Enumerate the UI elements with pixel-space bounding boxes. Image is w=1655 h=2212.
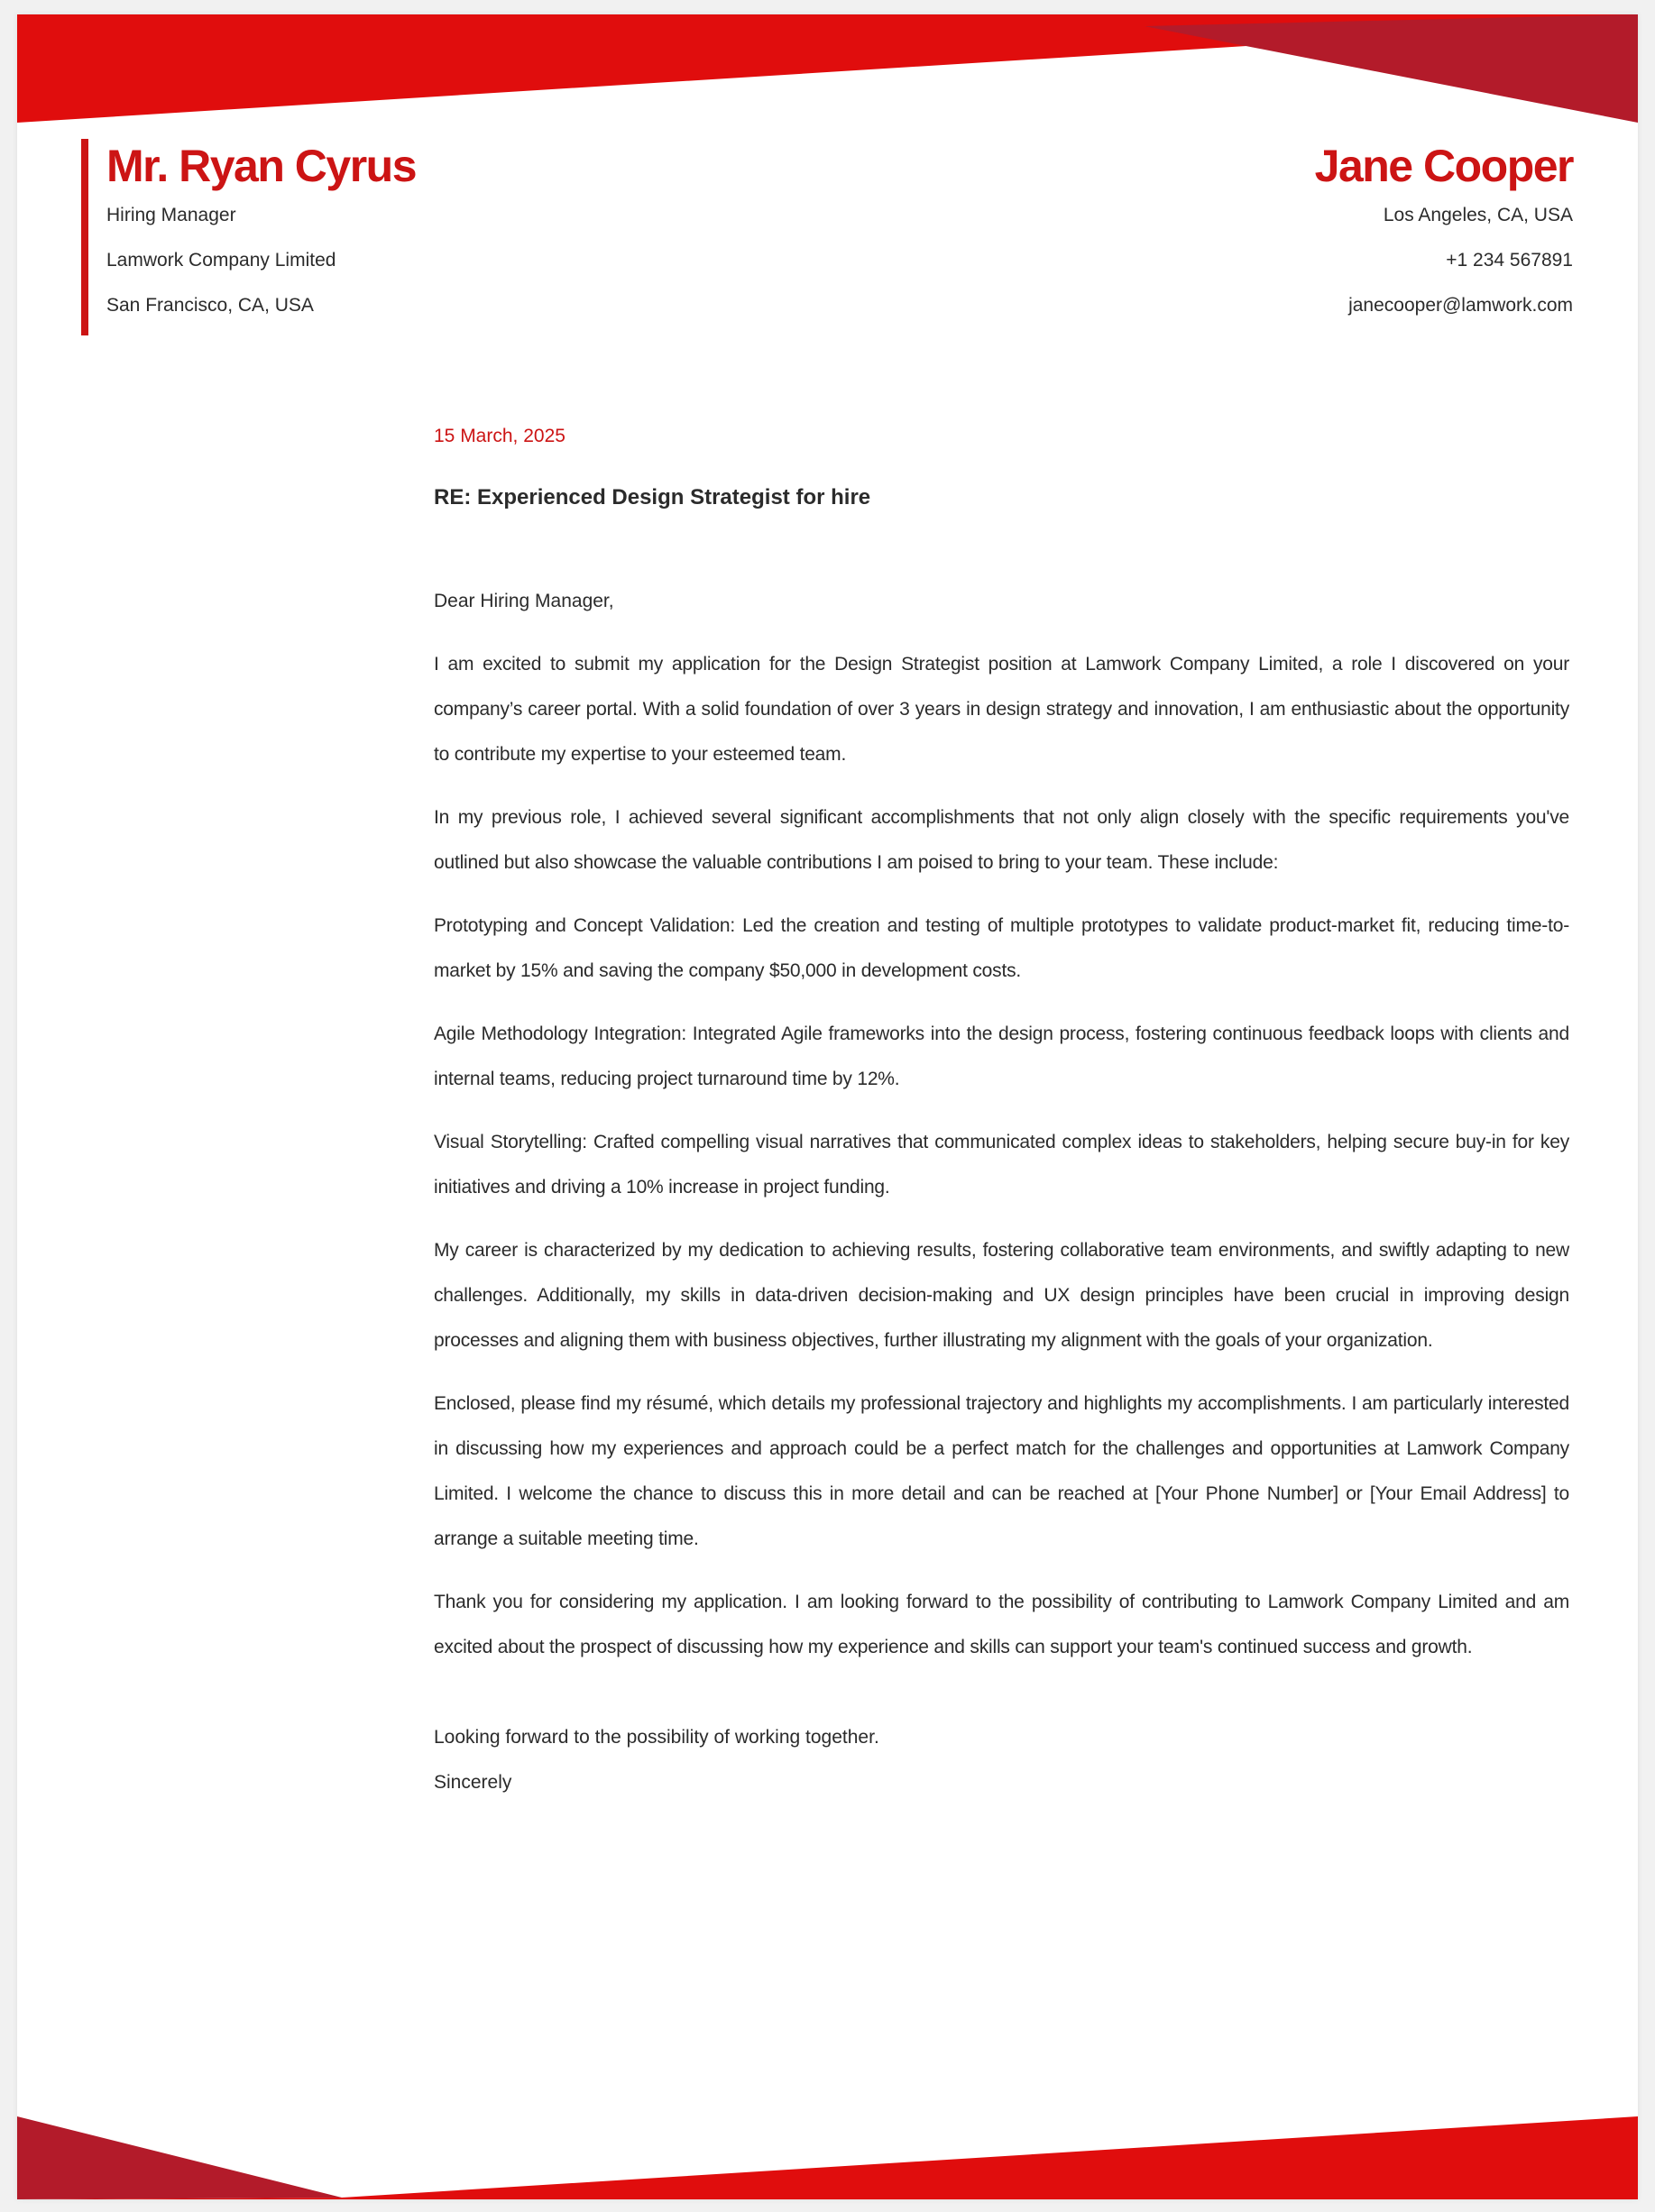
sender-block (1315, 139, 1573, 328)
recipient-company: Lamwork Company Limited (106, 250, 336, 271)
letter-paragraph: In my previous role, I achieved several significant accomplishments that not only align closely with the specific requirements you've outlined but also showcase the valuable contributions I am poised to bring to your team. These include: (434, 807, 1569, 873)
letter-paragraph: My career is characterized by my dedication to achieving results, fostering collaborative team environments, and swiftly adapting to new challenges. Additionally, my skills in data-driven decision-making and UX design principles have been crucial in improving design processes and aligning them with business objectives, further illustrating my alignment with the goals of your organization. (434, 1240, 1569, 1351)
sender-email: janecooper@lamwork.com (1348, 295, 1573, 316)
recipient-block (81, 139, 416, 335)
letter-subject: RE: Experienced Design Strategist for hire (434, 485, 871, 509)
letter-paragraph: Prototyping and Concept Validation: Led the creation and testing of multiple prototypes to validate product-market fit, reducing time-to-market by 15% and saving the company $50,000 in development costs. (434, 915, 1569, 981)
letter-paragraph: Agile Methodology Integration: Integrated Agile frameworks into the design process, fostering continuous feedback loops with clients and internal teams, reducing project turnaround time by 12%. (434, 1023, 1569, 1089)
footer-decoration (17, 2116, 1638, 2199)
recipient-location: San Francisco, CA, USA (106, 295, 314, 316)
letter-paragraph: Visual Storytelling: Crafted compelling visual narratives that communicated complex ideas to stakeholders, helping secure buy-in for key initiatives and driving a 10% increase in project funding. (434, 1132, 1569, 1198)
letter-paragraph: I am excited to submit my application for the Design Strategist position at Lamwork Company Limited, a role I discovered on your company’s career portal. With a solid foundation of over 3 years in design strategy and innovation, I am enthusiastic about the opportunity to contribute my expertise to your esteemed team. (434, 654, 1569, 765)
sender-name: Jane Cooper (1314, 141, 1573, 191)
letter-body (434, 418, 1569, 1805)
letter-salutation: Dear Hiring Manager, (434, 591, 614, 611)
footer-dark-wedge (17, 2116, 342, 2199)
letter-paragraph: Thank you for considering my application. I am looking forward to the possibility of contributing to Lamwork Company Limited and am excited about the prospect of discussing how my experience and skills can support your team's continued success and growth. (434, 1592, 1569, 1657)
header-decoration (17, 14, 1638, 123)
letter-page (17, 14, 1638, 2199)
recipient-title: Hiring Manager (106, 205, 236, 225)
sender-phone: +1 234 567891 (1446, 250, 1573, 271)
header-dark-wedge (1145, 14, 1638, 123)
letter-date: 15 March, 2025 (434, 426, 565, 446)
letter-closing: Looking forward to the possibility of working together. (434, 1727, 879, 1748)
letter-signoff: Sincerely (434, 1772, 512, 1793)
recipient-name: Mr. Ryan Cyrus (106, 141, 417, 191)
sender-location: Los Angeles, CA, USA (1383, 205, 1573, 225)
letter-paragraph: Enclosed, please find my résumé, which details my professional trajectory and highlights my accomplishments. I am particularly interested in discussing how my experiences and approach could be a perfect match for the challenges and opportunities at Lamwork Company Limited. I welcome the chance to discuss this in more detail and can be reached at [Your Phone Number] or [Your Email Address] to arrange a suitable meeting time. (434, 1393, 1569, 1549)
